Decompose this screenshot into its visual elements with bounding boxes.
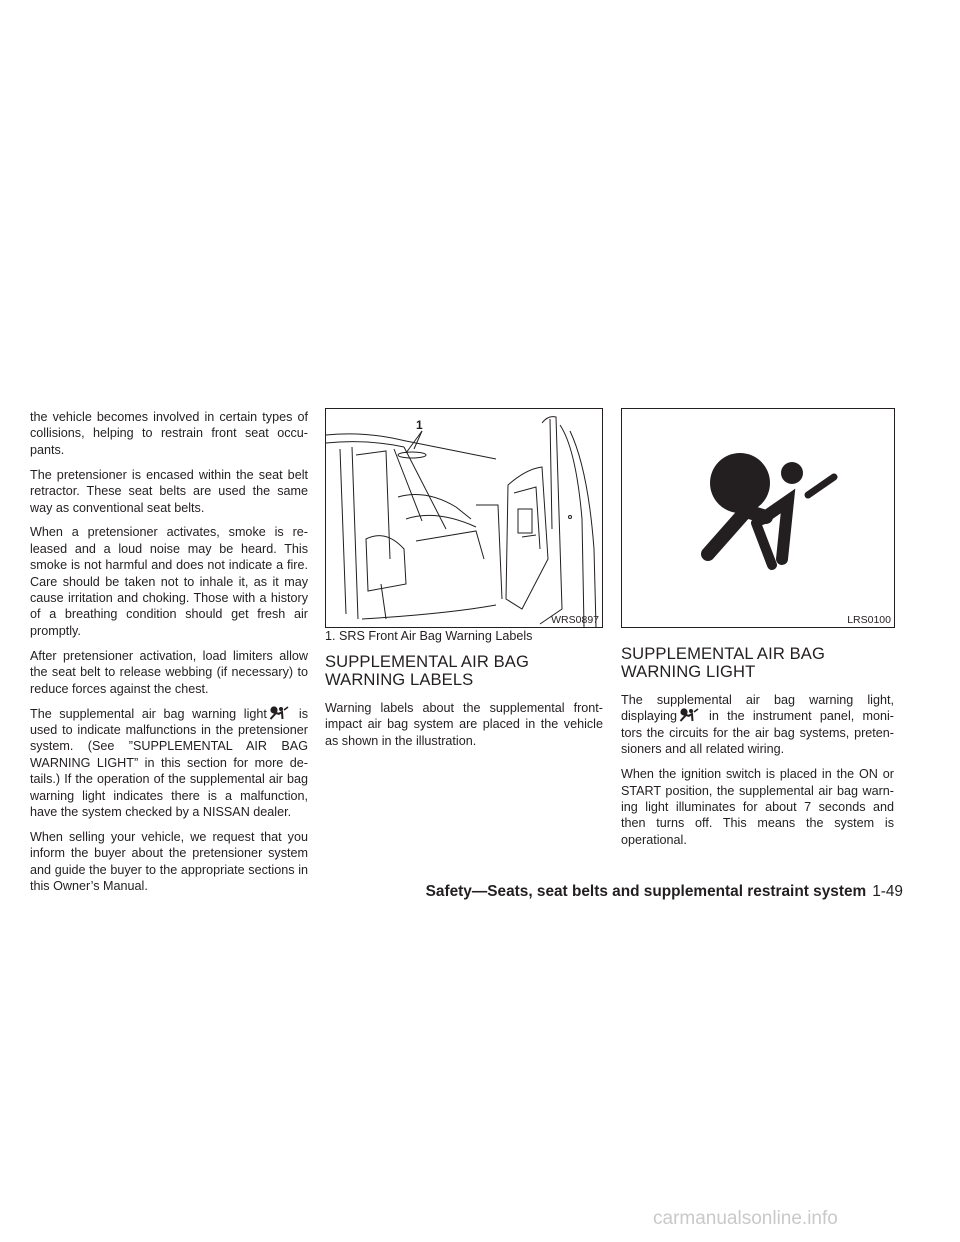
paragraph-text: The supplemental air bag warning light, displaying	[621, 693, 894, 724]
callout-number: 1	[416, 418, 423, 432]
airbag-warning-icon	[269, 706, 291, 720]
car-door-illustration	[325, 408, 603, 628]
figure-caption: 1. SRS Front Air Bag Warning Labels	[325, 629, 533, 643]
right-column	[621, 408, 894, 857]
paragraph	[30, 706, 308, 821]
paragraph-text: in the instrument panel, moni-tors the circuits for the air bag systems, preten-sioners and all related wiring.	[621, 709, 894, 757]
page-number: 1-49	[872, 883, 903, 900]
section-heading: SUPPLEMENTAL AIR BAG WARNING LABELS	[325, 651, 529, 689]
warning-light-illustration	[621, 408, 895, 628]
paragraph	[621, 692, 894, 758]
paragraph-text: is used to indicate malfunctions in the pretensioner system. (See ”SUPPLEMENTAL AIR BAG WARNING LIGHT” in this section for more de-tails.) If the operation of the supplemental air bag warning light indicates there is a malfunction, have the system checked by a NISSAN dealer.	[30, 706, 308, 819]
middle-column	[325, 408, 603, 758]
page-footer	[426, 883, 903, 901]
figure-code: WRS0897	[551, 614, 599, 626]
paragraph: the vehicle becomes involved in certain types of collisions, helping to restrain front seat occu-pants.	[30, 410, 308, 457]
paragraph: When the ignition switch is placed in the ON or START position, the supplemental air bag warn-ing light illuminates for about 7 seconds and then turns off. This means the system is operational.	[621, 767, 894, 847]
paragraph: After pretensioner activation, load limiters allow the seat belt to release webbing (if necessary) to reduce forces against the chest.	[30, 648, 308, 696]
car-interior-drawing	[326, 409, 602, 627]
left-column	[30, 409, 308, 903]
footer-section-title: Safety—Seats, seat belts and supplemental restraint system	[425, 883, 867, 900]
section-heading: SUPPLEMENTAL AIR BAG WARNING LIGHT	[621, 644, 825, 681]
paragraph: When selling your vehicle, we request that you inform the buyer about the pretensioner system and guide the buyer to the appropriate sections in this Owner’s Manual.	[30, 829, 308, 894]
paragraph: Warning labels about the supplemental front-impact air bag system are placed in the vehicle as shown in the illustration.	[325, 700, 603, 748]
paragraph: When a pretensioner activates, smoke is re-leased and a loud noise may be heard. This smoke is not harmful and does not indicate a fire. Care should be taken not to inhale it, as it may cause irritation and choking. Those with a history of a breathing condition should get fresh air promptly.	[30, 525, 308, 638]
airbag-warning-icon	[622, 409, 894, 627]
figure-code: LRS0100	[847, 614, 891, 626]
watermark: carmanualsonline.info	[653, 1208, 838, 1229]
airbag-warning-icon	[679, 708, 701, 722]
paragraph: The pretensioner is encased within the seat belt retractor. These seat belts are used the same way as conventional seat belts.	[30, 467, 308, 515]
paragraph-text: The supplemental air bag warning light	[30, 706, 267, 721]
